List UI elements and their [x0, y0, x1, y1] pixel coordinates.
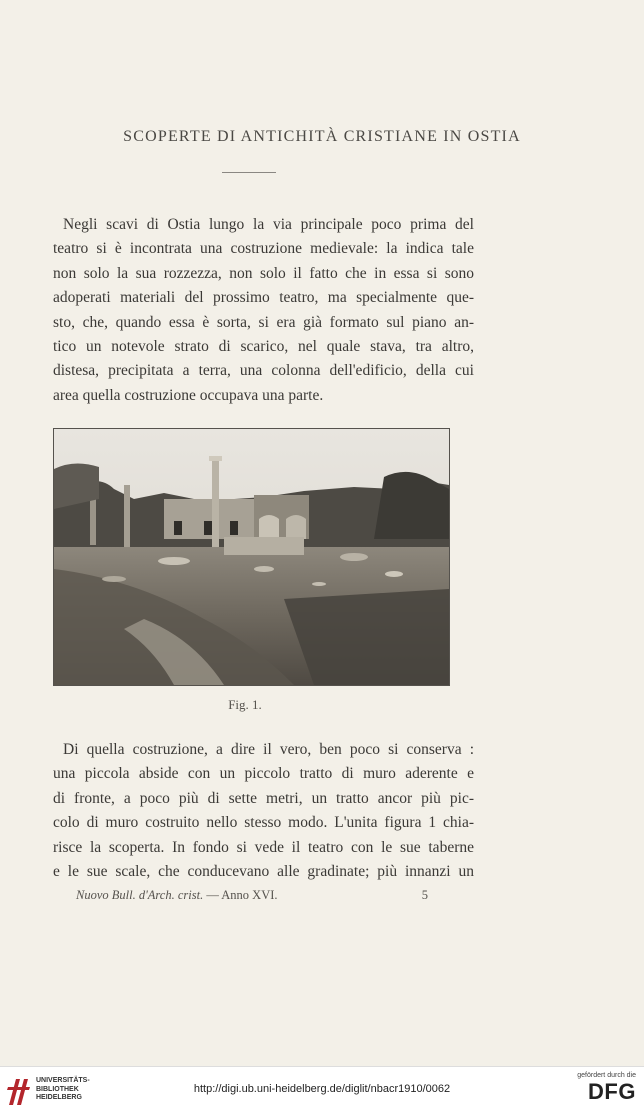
paragraph-1 [53, 213, 474, 408]
permalink-url[interactable]: http://digi.ub.uni-heidelberg.de/diglit/nbacr1910/0062 [193, 1083, 451, 1095]
funding-label: gefördert durch die [577, 1072, 636, 1079]
text-line: sto, che, quando essa è sorta, si era già formato sul piano an- [53, 313, 474, 331]
text-line: area quella costruzione occupava una parte. [53, 386, 324, 404]
text-line: una piccola abside con un piccolo tratto di muro aderente e [53, 765, 474, 783]
library-line: BIBLIOTHEK [36, 1085, 79, 1093]
footer-separator: — [203, 888, 222, 902]
text-line: tico un notevole strato di scarico, nel quale stava, tra altro, [53, 338, 474, 356]
text-line: e le sue scale, che conducevano alle gradinate; più innanzi un [53, 863, 474, 881]
dfg-logo: DFG [588, 1079, 636, 1104]
journal-title: Nuovo Bull. d'Arch. crist. [76, 888, 204, 902]
library-line: UNIVERSITÄTS- [36, 1077, 90, 1084]
funder-credit[interactable] [577, 1072, 636, 1105]
text-line: Negli scavi di Ostia lungo la via principale poco prima del [63, 216, 474, 233]
article-title: SCOPERTE DI ANTICHITÀ CRISTIANE IN OSTIA [123, 128, 521, 145]
ruins-photograph [53, 428, 450, 686]
viewer-bottom-bar [0, 1066, 644, 1115]
text-line: di fronte, a poco più di sette metri, un tratto ancor più pic- [53, 789, 474, 807]
text-line: risce la scoperta. In fondo si vede il teatro con le sue taberne [53, 838, 474, 856]
title-divider [222, 172, 276, 173]
page-footer [76, 888, 428, 903]
paragraph-2 [53, 738, 474, 884]
volume-label: Anno XVI. [221, 888, 278, 902]
text-line: adoperati materiali del prossimo teatro, ma specialmente que- [53, 289, 474, 307]
text-line: Di quella costruzione, a dire il vero, ben poco si conserva : [63, 741, 474, 758]
text-line: colo di muro costruito nello stesso modo. L'unita figura 1 chia- [53, 814, 474, 832]
library-line: HEIDELBERG [36, 1094, 82, 1101]
text-line: non solo la sua rozzezza, non solo il fatto che in essa si sono [53, 264, 474, 282]
figure-caption: Fig. 1. [228, 697, 262, 712]
page-number: 5 [421, 888, 428, 902]
text-line: distesa, precipitata a terra, una colonna dell'edificio, della cui [53, 362, 474, 380]
text-line: teatro si è incontrata una costruzione medievale: la indica tale [53, 240, 474, 258]
